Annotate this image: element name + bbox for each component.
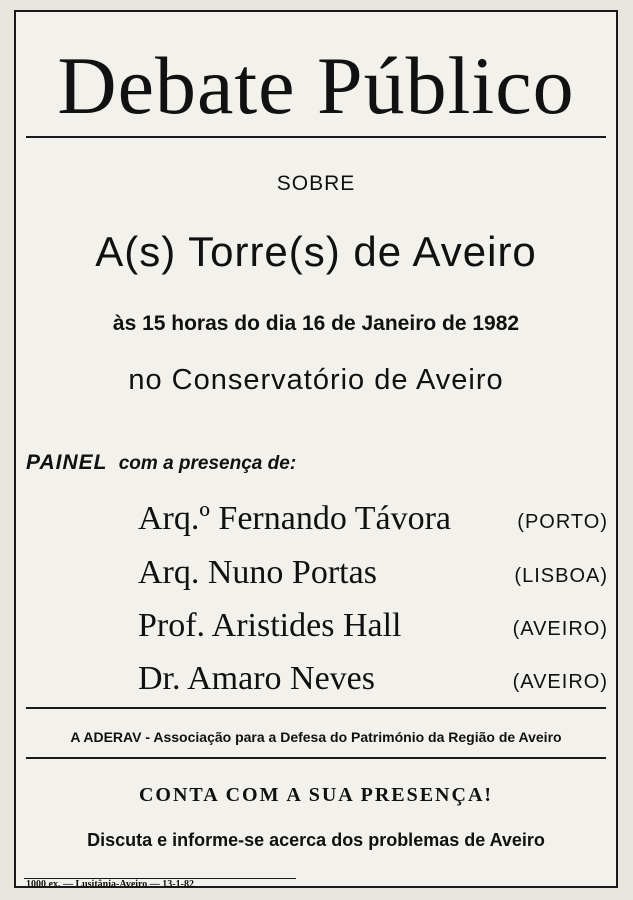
- panel-heading: [26, 451, 296, 475]
- panelist-row: [138, 500, 608, 538]
- panelist-name: Arq. Nuno Portas: [138, 554, 377, 591]
- debate-topic: A(s) Torre(s) de Aveiro: [95, 228, 537, 275]
- panelist-row: [138, 554, 608, 592]
- panelist-city: (PORTO): [517, 511, 608, 533]
- panel-word: PAINEL: [26, 451, 108, 474]
- panelist-name: Prof. Aristides Hall: [138, 607, 402, 644]
- panelist-row: [138, 607, 608, 645]
- imprint-note: 1000 ex. — Lusitânia-Aveiro — 13-1-82: [26, 879, 194, 890]
- sobre-label: SOBRE: [276, 172, 356, 195]
- sub-line: Discuta e informe-se acerca dos problemas de Aveiro: [87, 830, 545, 850]
- poster-title: Debate Público: [57, 40, 575, 131]
- panelist-city: (AVEIRO): [512, 671, 608, 693]
- venue-line: no Conservatório de Aveiro: [128, 364, 504, 396]
- panel-intro: com a presença de:: [118, 453, 297, 474]
- panelist-row: [138, 660, 608, 698]
- panelist-name: Dr. Amaro Neves: [138, 660, 376, 697]
- poster: [14, 10, 618, 888]
- panelist-city: (LISBOA): [514, 565, 608, 587]
- panelist-city: (AVEIRO): [512, 618, 608, 640]
- panelist-name: Arq.º Fernando Távora: [138, 500, 451, 537]
- panel-divider: [26, 707, 606, 709]
- date-line: às 15 horas do dia 16 de Janeiro de 1982: [112, 312, 520, 335]
- call-to-action: CONTA COM A SUA PRESENÇA!: [138, 784, 494, 806]
- organizer-line: A ADERAV - Associação para a Defesa do Património da Região de Aveiro: [70, 729, 562, 745]
- title-divider: [26, 136, 606, 138]
- organizer-divider: [26, 757, 606, 759]
